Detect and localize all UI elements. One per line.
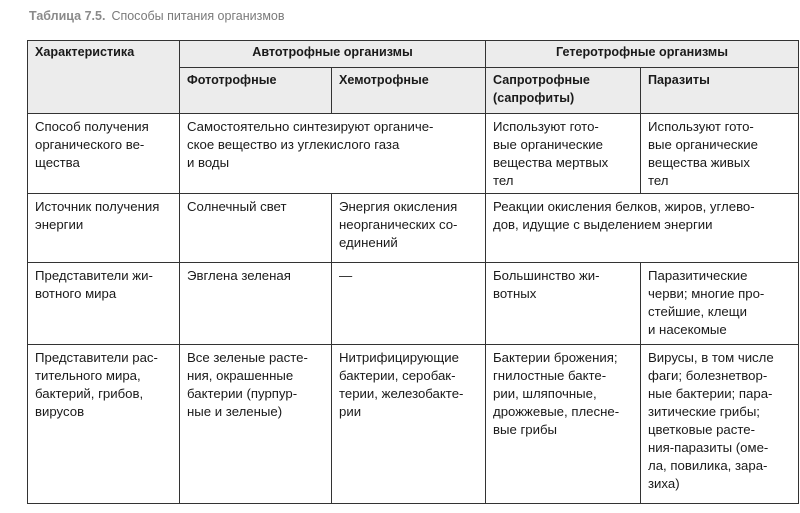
table-row [28, 194, 799, 263]
header-saprotrophs: Сапротрофные (сапрофиты) [486, 68, 641, 114]
table-row [28, 263, 799, 345]
cell-energy-chemotrophs: Энергия окисления неорганических со- единений [332, 194, 486, 263]
cell-animals-parasites: Паразитические черви; многие про- стейшие, клещи и насекомые [641, 263, 799, 345]
cell-plants-parasites: Вирусы, в том числе фаги; болезнетвор- ные бактерии; пара- зитические грибы; цветковые расте- ния-паразиты (оме- ла, повилика, зара- зиха) [641, 345, 799, 504]
table-row [28, 114, 799, 194]
cell-energy-phototrophs: Солнечный свет [180, 194, 332, 263]
cell-animals-saprotrophs: Большинство жи- вотных [486, 263, 641, 345]
table-caption [29, 9, 285, 23]
row-label-energy: Источник получения энергии [28, 194, 180, 263]
cell-animals-phototrophs: Эвглена зеленая [180, 263, 332, 345]
header-row-top [28, 41, 799, 68]
row-label-method: Способ получения органического ве- щества [28, 114, 180, 194]
header-autotrophs: Автотрофные организмы [180, 41, 486, 68]
cell-method-parasites: Используют гото- вые органические вещества живых тел [641, 114, 799, 194]
table-caption-title: Способы питания организмов [111, 9, 285, 23]
row-label-plants: Представители рас- тительного мира, бактерий, грибов, вирусов [28, 345, 180, 504]
header-phototrophs: Фототрофные [180, 68, 332, 114]
cell-plants-saprotrophs: Бактерии брожения; гнилостные бакте- рии, шляпочные, дрожжевые, плесне- вые грибы [486, 345, 641, 504]
cell-animals-chemotrophs: — [332, 263, 486, 345]
cell-method-saprotrophs: Используют гото- вые органические вещества мертвых тел [486, 114, 641, 194]
nutrition-table [27, 40, 799, 504]
header-heterotrophs: Гетеротрофные организмы [486, 41, 799, 68]
header-chemotrophs: Хемотрофные [332, 68, 486, 114]
cell-plants-phototrophs: Все зеленые расте- ния, окрашенные бактерии (пурпур- ные и зеленые) [180, 345, 332, 504]
table-caption-label: Таблица 7.5. [29, 9, 106, 23]
row-label-animals: Представители жи- вотного мира [28, 263, 180, 345]
cell-plants-chemotrophs: Нитрифицирующие бактерии, серобак- терии, железобакте- рии [332, 345, 486, 504]
cell-method-autotrophs: Самостоятельно синтезируют органиче- ское вещество из углекислого газа и воды [180, 114, 486, 194]
header-characteristic: Характеристика [28, 41, 180, 114]
header-parasites: Паразиты [641, 68, 799, 114]
cell-energy-heterotrophs: Реакции окисления белков, жиров, углево- дов, идущие с выделением энергии [486, 194, 799, 263]
table-row [28, 345, 799, 504]
